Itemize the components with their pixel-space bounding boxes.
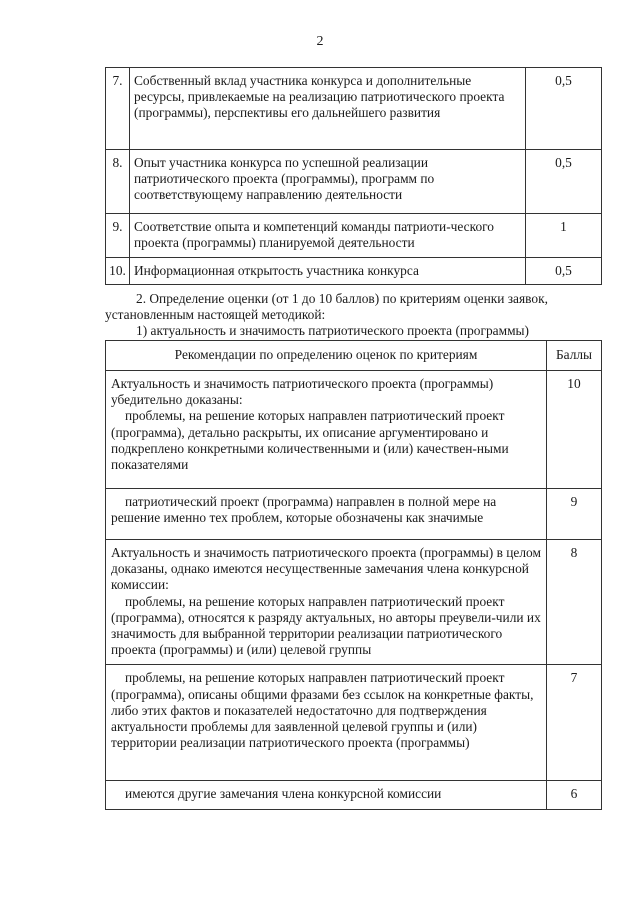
criterion-number: 10. [106,258,130,285]
criterion-text: Опыт участника конкурса по успешной реализации патриотического проекта (программы), программ по соответствующему направлению деятельности [130,150,526,214]
table-row [106,258,602,285]
criterion-number: 7. [106,68,130,150]
table-row [106,150,602,214]
recommendation-body: проблемы, на решение которых направлен патриотический проект (программа), относятся к разряду актуальных, но авторы преувели-чили их значимость для выбранной территории реализации патриотического проекта (программы) и (или) целевой группы [111,593,541,658]
criterion-score: 0,5 [526,258,602,285]
criterion-text: Собственный вклад участника конкурса и дополнительные ресурсы, привлекаемые на реализацию патриотического проекта (программы), перспективы его дальнейшего развития [130,68,526,150]
criterion-score: 0,5 [526,150,602,214]
points-value: 6 [547,781,602,809]
points-value: 7 [547,665,602,781]
criterion-score: 1 [526,214,602,258]
criterion-score: 0,5 [526,68,602,150]
recommendation-body: проблемы, на решение которых направлен патриотический проект (программа), описаны общими фразами без ссылок на конкретные факты, либо этих фактов и показателей недостаточно для подтверждения актуальности проблемы для заявленной целевой группы и (или) территории реализации патриотического проекта (программы) [111,670,534,751]
points-value: 10 [547,371,602,489]
recommendation-body: проблемы, на решение которых направлен патриотический проект (программа), детально раскрыты, их описание аргументировано и подкреплено конкретными количественными и (или) качествен-ными показателями [111,408,509,473]
subheading: 1) актуальность и значимость патриотического проекта (программы) [136,323,529,338]
table-row [106,214,602,258]
recommendation-cell [106,540,547,665]
recommendation-lead: Актуальность и значимость патриотического проекта (программы) в целом доказаны, однако имеются несущественные замечания члена конкурсной комиссии: [111,545,541,593]
header-points: Баллы [547,341,602,371]
criterion-text: Информационная открытость участника конкурса [130,258,526,285]
recommendation-lead: Актуальность и значимость патриотического проекта (программы) убедительно доказаны: [111,376,494,408]
table-row [106,781,602,809]
recommendation-cell [106,371,547,489]
criterion-text: Соответствие опыта и компетенций команды патриоти-ческого проекта (программы) планируемой деятельности [130,214,526,258]
criteria-table [105,67,602,285]
page-number: 2 [316,34,324,49]
points-value: 9 [547,489,602,540]
points-value: 8 [547,540,602,665]
criterion-number: 9. [106,214,130,258]
recommendation-body: имеются другие замечания члена конкурсной комиссии [125,786,442,802]
recommendation-cell [106,489,547,540]
header-recommendations: Рекомендации по определению оценок по критериям [106,341,547,371]
table-row [106,68,602,150]
recommendation-cell [106,665,547,781]
rating-table [105,340,602,810]
paragraph-2: 2. Определение оценки (от 1 до 10 баллов) по критериям оценки заявок, установленным настоящей методикой: [105,291,548,322]
table-row [106,665,602,781]
table-row [106,489,602,540]
criterion-number: 8. [106,150,130,214]
recommendation-body: патриотический проект (программа) направлен в полной мере на решение именно тех проблем, которые обозначены как значимые [111,494,497,526]
table-row [106,371,602,489]
table-header-row [106,341,602,371]
recommendation-cell [106,781,547,809]
table-row [106,540,602,665]
